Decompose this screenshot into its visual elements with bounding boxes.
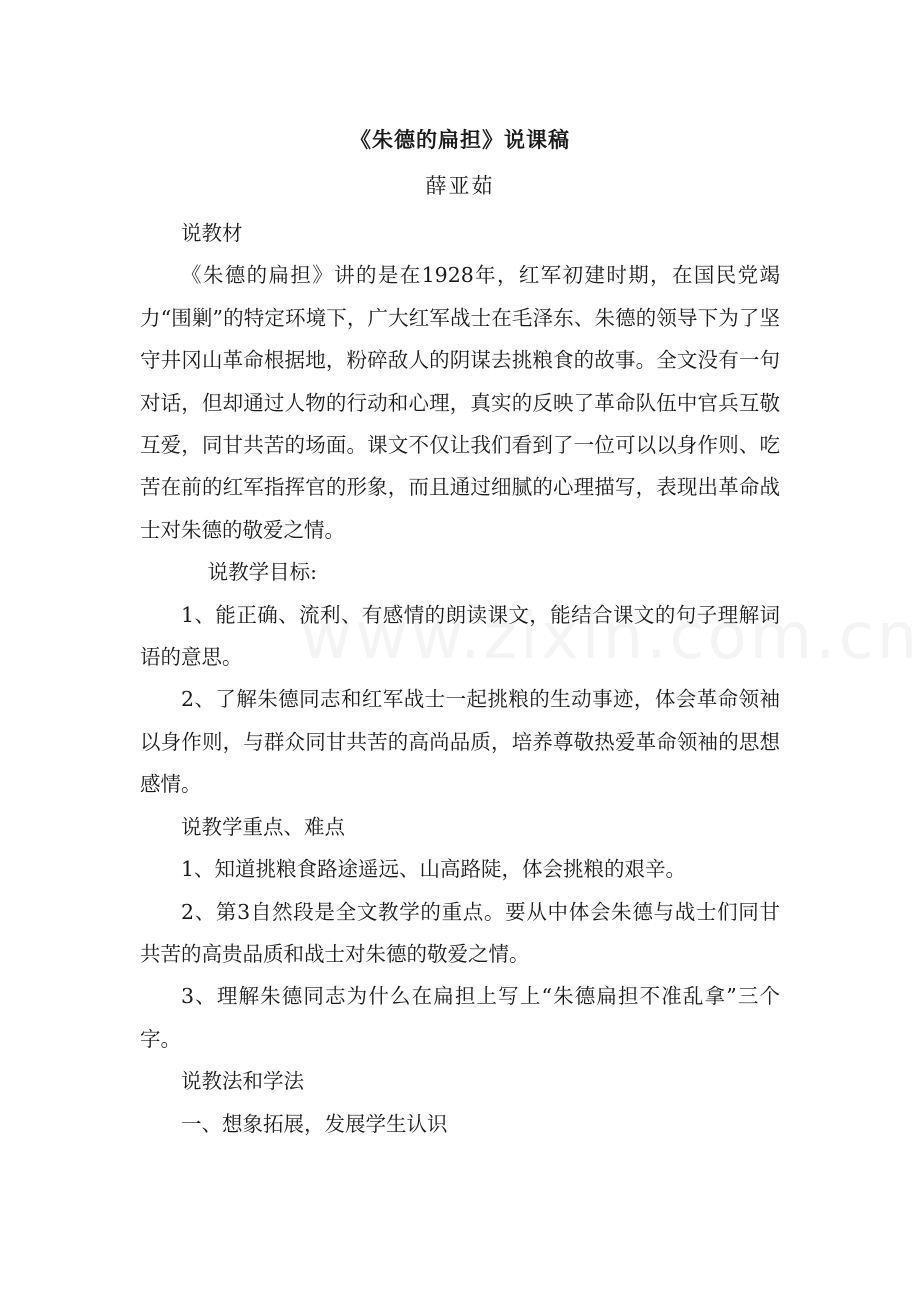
- document-body: [140, 212, 780, 1145]
- key-point-item-1: 1、知道挑粮食路途遥远、山高路陡，体会挑粮的艰辛。: [181, 857, 687, 882]
- method-item-1: 一、想象拓展，发展学生认识: [181, 1111, 448, 1136]
- key-point-item-3: 3、理解朱德同志为什么在扁担上写上“朱德扁担不准乱拿”三个字。: [140, 984, 780, 1051]
- document-author: 薛亚茹: [425, 174, 495, 198]
- section-heading-key-points: 说教学重点、难点: [181, 814, 345, 839]
- section-heading-methods: 说教法和学法: [181, 1069, 304, 1094]
- objective-item-2: 2、了解朱德同志和红军战士一起挑粮的生动事迹，体会革命领袖以身作则，与群众同甘共苦的高尚品质，培养尊敬热爱革命领袖的思想感情。: [140, 687, 780, 797]
- document-title: 《朱德的扁担》说课稿: [350, 128, 570, 152]
- objective-item-1: 1、能正确、流利、有感情的朗读课文，能结合课文的句子理解词语的意思。: [140, 602, 780, 670]
- key-point-item-2: 2、第3自然段是全文教学的重点。要从中体会朱德与战士们同甘共苦的高贵品质和战士对朱德的敬爱之情。: [140, 899, 780, 966]
- paragraph-textbook-summary: 《朱德的扁担》讲的是在1928年，红军初建时期，在国民党竭力“围剿”的特定环境下，广大红军战士在毛泽东、朱德的领导下为了坚守井冈山革命根据地，粉碎敌人的阴谋去挑粮食的故事。全文没有一句对话，但却通过人物的行动和心理，真实的反映了革命队伍中官兵互敬互爱，同甘共苦的场面。课文不仅让我们看到了一位可以以身作则、吃苦在前的红军指挥官的形象，而且通过细腻的心理描写，表现出革命战士对朱德的敬爱之情。: [140, 263, 780, 542]
- section-heading-textbook: 说教材: [181, 221, 243, 245]
- section-heading-objectives: 说教学目标:: [207, 560, 318, 585]
